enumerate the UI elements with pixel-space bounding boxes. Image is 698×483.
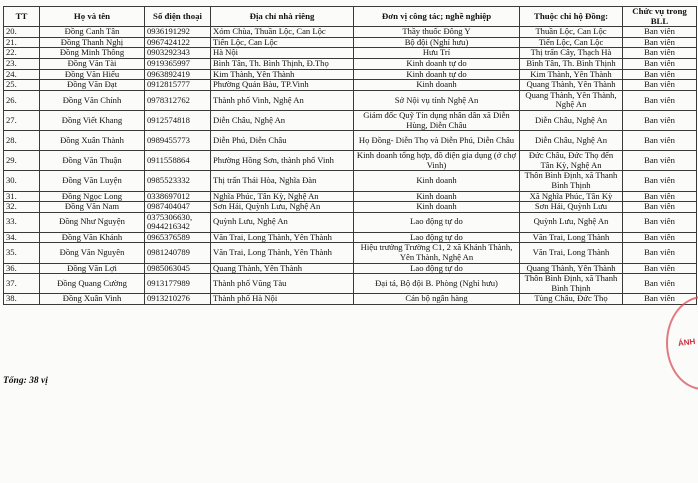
cell-stt: 33. <box>4 212 40 232</box>
cell-name: Đồng Văn Nguyên <box>40 243 145 263</box>
cell-stt: 23. <box>4 58 40 69</box>
cell-name: Đồng Văn Khánh <box>40 232 145 243</box>
cell-branch: Văn Trai, Long Thành <box>520 243 623 263</box>
cell-phone: 0913177989 <box>145 274 211 294</box>
cell-address: Thị trấn Thái Hòa, Nghĩa Đàn <box>211 171 354 191</box>
table-row <box>4 191 697 202</box>
cell-branch: Quang Thành, Yên Thành, Nghệ An <box>520 90 623 110</box>
cell-branch: Bình Tân, Th. Bình Thịnh <box>520 58 623 69</box>
cell-address: Nghĩa Phúc, Tân Kỳ, Nghệ An <box>211 191 354 202</box>
table-row <box>4 274 697 294</box>
header-role: Chức vụ trong BLL <box>623 7 697 27</box>
cell-stt: 36. <box>4 263 40 274</box>
cell-address: Phường Quán Bàu, TP.Vinh <box>211 80 354 91</box>
cell-address: Quang Thành, Yên Thành <box>211 263 354 274</box>
table-row <box>4 69 697 80</box>
cell-branch: Thị trấn Cây, Thạch Hà <box>520 48 623 59</box>
cell-branch: Tùng Châu, Đức Thọ <box>520 294 623 305</box>
cell-name: Đồng Văn Lợi <box>40 263 145 274</box>
cell-branch: Kim Thành, Yên Thành <box>520 69 623 80</box>
cell-branch: Thôn Bình Định, xã Thanh Bình Thịnh <box>520 171 623 191</box>
table-row <box>4 232 697 243</box>
cell-work: Cán bộ ngân hàng <box>354 294 520 305</box>
cell-name: Đồng Minh Thông <box>40 48 145 59</box>
cell-role: Ban viên <box>623 151 697 171</box>
table-row <box>4 202 697 213</box>
cell-stt: 38. <box>4 294 40 305</box>
cell-role: Ban viên <box>623 37 697 48</box>
cell-branch: Sơn Hải, Quỳnh Lưu <box>520 202 623 213</box>
cell-work: Thầy thuốc Đông Y <box>354 27 520 38</box>
cell-work: Họ Đồng- Diễn Thọ và Diễn Phú, Diễn Châu <box>354 131 520 151</box>
table-row <box>4 294 697 305</box>
cell-phone: 0978312762 <box>145 90 211 110</box>
cell-work: Sở Nội vụ tỉnh Nghệ An <box>354 90 520 110</box>
table-row <box>4 110 697 130</box>
cell-work: Kinh doanh tổng hợp, đồ điện gia dụng (ở chợ Vinh) <box>354 151 520 171</box>
cell-phone: 0989455773 <box>145 131 211 151</box>
cell-stt: 32. <box>4 202 40 213</box>
cell-name: Đồng Như Nguyện <box>40 212 145 232</box>
cell-role: Ban viên <box>623 212 697 232</box>
cell-work: Bộ đội (Nghỉ hưu) <box>354 37 520 48</box>
cell-role: Ban viên <box>623 232 697 243</box>
cell-phone: 0903292343 <box>145 48 211 59</box>
cell-work: Lao động tự do <box>354 232 520 243</box>
cell-work: Lao động tự do <box>354 263 520 274</box>
cell-name: Đồng Thanh Nghị <box>40 37 145 48</box>
table-row <box>4 37 697 48</box>
table-header-row <box>4 7 697 27</box>
cell-address: Diễn Châu, Nghệ An <box>211 110 354 130</box>
cell-branch: Đức Châu, Đức Thọ đến Tân Kỳ, Nghệ An <box>520 151 623 171</box>
cell-stt: 30. <box>4 171 40 191</box>
cell-stt: 35. <box>4 243 40 263</box>
table-row <box>4 27 697 38</box>
cell-stt: 37. <box>4 274 40 294</box>
cell-stt: 27. <box>4 110 40 130</box>
cell-name: Đồng Viết Khang <box>40 110 145 130</box>
header-work: Đơn vị công tác; nghề nghiệp <box>354 7 520 27</box>
cell-role: Ban viên <box>623 171 697 191</box>
cell-stt: 29. <box>4 151 40 171</box>
cell-work: Kinh doanh <box>354 80 520 91</box>
cell-role: Ban viên <box>623 131 697 151</box>
cell-address: Thành phố Hà Nội <box>211 294 354 305</box>
table-row <box>4 171 697 191</box>
cell-role: Ban viên <box>623 69 697 80</box>
cell-role: Ban viên <box>623 80 697 91</box>
header-phone: Số điện thoại <box>145 7 211 27</box>
cell-name: Đồng Văn Chính <box>40 90 145 110</box>
cell-phone: 0985523332 <box>145 171 211 191</box>
cell-role: Ban viên <box>623 274 697 294</box>
cell-work: Hưu Trí <box>354 48 520 59</box>
cell-address: Phường Hồng Sơn, thành phố Vinh <box>211 151 354 171</box>
cell-role: Ban viên <box>623 110 697 130</box>
cell-name: Đồng Ngọc Long <box>40 191 145 202</box>
table-row <box>4 48 697 59</box>
cell-work: Kinh doanh <box>354 191 520 202</box>
cell-name: Đồng Văn Luyện <box>40 171 145 191</box>
cell-address: Tiến Lộc, Can Lộc <box>211 37 354 48</box>
cell-address: Văn Trai, Long Thành, Yên Thành <box>211 243 354 263</box>
cell-branch: Quang Thành, Yên Thành <box>520 80 623 91</box>
cell-address: Văn Trai, Long Thành, Yên Thành <box>211 232 354 243</box>
table-row <box>4 90 697 110</box>
total-count: Tổng: 38 vị <box>3 376 48 386</box>
cell-role: Ban viên <box>623 48 697 59</box>
cell-phone: 0963892419 <box>145 69 211 80</box>
cell-work: Đại tá, Bộ đội B. Phòng (Nghỉ hưu) <box>354 274 520 294</box>
header-branch: Thuộc chi hộ Đồng: <box>520 7 623 27</box>
cell-phone: 0375306630, 0944216342 <box>145 212 211 232</box>
cell-phone: 0985063045 <box>145 263 211 274</box>
cell-phone: 0987404047 <box>145 202 211 213</box>
cell-work: Hiệu trưởng Trường C1, 2 xã Khánh Thành, Yên Thành, Nghệ An <box>354 243 520 263</box>
cell-branch: Văn Trai, Long Thành <box>520 232 623 243</box>
cell-stt: 34. <box>4 232 40 243</box>
cell-role: Ban viên <box>623 58 697 69</box>
cell-name: Đồng Văn Thuận <box>40 151 145 171</box>
cell-branch: Diễn Châu, Nghệ An <box>520 131 623 151</box>
cell-branch: Quỳnh Lưu, Nghệ An <box>520 212 623 232</box>
header-stt: TT <box>4 7 40 27</box>
cell-work: Lao động tự do <box>354 212 520 232</box>
cell-address: Bình Tân, Th. Bình Thịnh, Đ.Thọ <box>211 58 354 69</box>
cell-role: Ban viên <box>623 243 697 263</box>
cell-branch: Quang Thành, Yên Thành <box>520 263 623 274</box>
cell-branch: Thôn Bình Định, xã Thanh Bình Thịnh <box>520 274 623 294</box>
cell-phone: 0912574818 <box>145 110 211 130</box>
seal-text: ÁNH <box>677 336 696 349</box>
cell-phone: 0911558864 <box>145 151 211 171</box>
cell-role: Ban viên <box>623 191 697 202</box>
cell-name: Đồng Quang Cường <box>40 274 145 294</box>
cell-address: Diễn Phú, Diễn Châu <box>211 131 354 151</box>
cell-role: Ban viên <box>623 263 697 274</box>
cell-phone: 0936191292 <box>145 27 211 38</box>
cell-stt: 25. <box>4 80 40 91</box>
cell-stt: 21. <box>4 37 40 48</box>
cell-branch: Xã Nghĩa Phúc, Tân Kỳ <box>520 191 623 202</box>
cell-branch: Diễn Châu, Nghệ An <box>520 110 623 130</box>
cell-address: Xóm Chùa, Thuần Lộc, Can Lộc <box>211 27 354 38</box>
table-row <box>4 131 697 151</box>
cell-work: Kinh doanh <box>354 202 520 213</box>
member-table <box>3 6 697 305</box>
cell-phone: 0913210276 <box>145 294 211 305</box>
cell-name: Đồng Văn Hiếu <box>40 69 145 80</box>
cell-stt: 31. <box>4 191 40 202</box>
cell-stt: 22. <box>4 48 40 59</box>
cell-stt: 20. <box>4 27 40 38</box>
cell-address: Sơn Hải, Quỳnh Lưu, Nghệ An <box>211 202 354 213</box>
cell-name: Đồng Canh Tân <box>40 27 145 38</box>
cell-phone: 0965376589 <box>145 232 211 243</box>
table-row <box>4 58 697 69</box>
cell-address: Kim Thành, Yên Thành <box>211 69 354 80</box>
cell-address: Thành phố Vũng Tàu <box>211 274 354 294</box>
cell-address: Quỳnh Lưu, Nghệ An <box>211 212 354 232</box>
cell-work: Giám đốc Quỹ Tín dụng nhân dân xã Diễn Hùng, Diễn Châu <box>354 110 520 130</box>
cell-role: Ban viên <box>623 27 697 38</box>
cell-address: Hà Nội <box>211 48 354 59</box>
table-row <box>4 212 697 232</box>
cell-stt: 26. <box>4 90 40 110</box>
cell-phone: 0919365997 <box>145 58 211 69</box>
cell-work: Kinh doanh tự do <box>354 69 520 80</box>
cell-role: Ban viên <box>623 202 697 213</box>
cell-name: Đồng Văn Nam <box>40 202 145 213</box>
cell-branch: Tiến Lộc, Can Lộc <box>520 37 623 48</box>
cell-branch: Thuần Lộc, Can Lộc <box>520 27 623 38</box>
cell-phone: 0912815777 <box>145 80 211 91</box>
header-name: Họ và tên <box>40 7 145 27</box>
cell-phone: 0981240789 <box>145 243 211 263</box>
cell-stt: 28. <box>4 131 40 151</box>
table-row <box>4 243 697 263</box>
table-row <box>4 263 697 274</box>
cell-name: Đồng Xuân Vinh <box>40 294 145 305</box>
cell-address: Thành phố Vinh, Nghệ An <box>211 90 354 110</box>
cell-work: Kinh doanh <box>354 171 520 191</box>
cell-role: Ban viên <box>623 90 697 110</box>
cell-name: Đồng Văn Đạt <box>40 80 145 91</box>
table-row <box>4 80 697 91</box>
cell-role: Ban viên <box>623 294 697 305</box>
cell-phone: 0967424122 <box>145 37 211 48</box>
table-row <box>4 151 697 171</box>
cell-stt: 24. <box>4 69 40 80</box>
cell-phone: 0338697012 <box>145 191 211 202</box>
cell-name: Đồng Xuân Thành <box>40 131 145 151</box>
cell-name: Đồng Văn Tài <box>40 58 145 69</box>
header-address: Địa chỉ nhà riêng <box>211 7 354 27</box>
cell-work: Kinh doanh tự do <box>354 58 520 69</box>
